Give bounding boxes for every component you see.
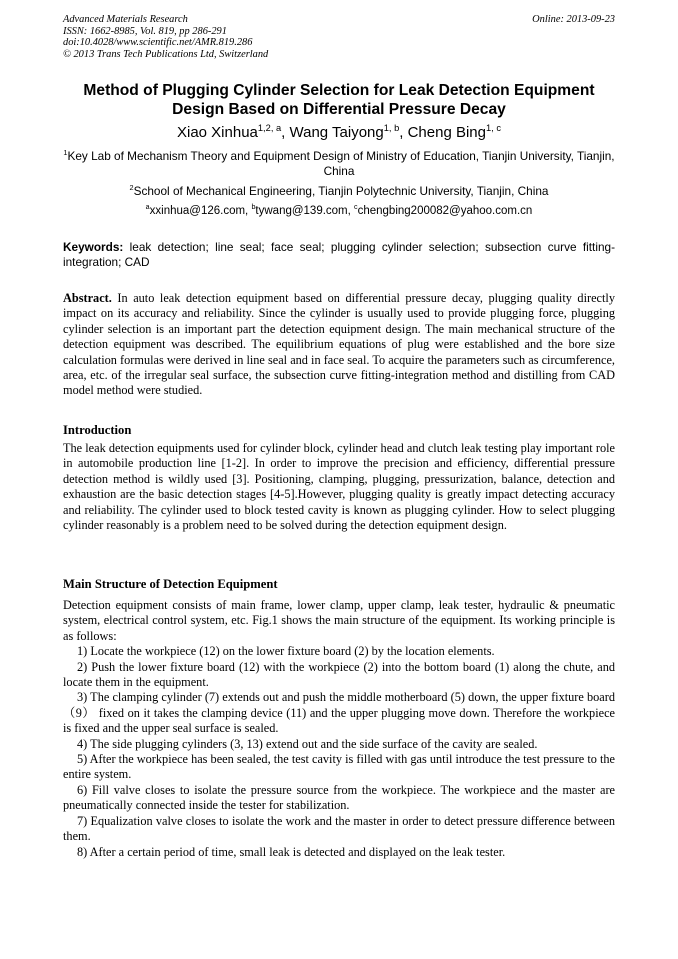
author-superscript: 1,2, a — [257, 123, 282, 133]
main-structure-heading: Main Structure of Detection Equipment — [63, 577, 278, 591]
author-emails — [63, 204, 615, 219]
main-structure-body — [63, 598, 615, 860]
introduction-body: The leak detection equipments used for cylinder block, cylinder head and clutch leak testing play important role in automobile production line [1-2]. In order to improve the precision and efficiency, differential pressure detection method is wildly used [3]. Positioning, clamping, plugging, pressurization, balance, detection and exhaustion are the basic detection stages [4-5].However, plugging quality is greatly impact detecting accuracy and reliability. The cylinder used to block tested cavity is known as plugging cylinder. How to select plugging cylinder reasonably is a problem need to be solved during the detection equipment design. — [63, 441, 615, 533]
working-step: 2) Push the lower fixture board (12) with the workpiece (2) into the bottom board (1) along the chute, and locate them in the equipment. — [63, 659, 615, 690]
email-link[interactable]: chengbing200082@yahoo.com.cn — [357, 205, 533, 217]
working-step: 6) Fill valve closes to isolate the pressure source from the workpiece. The workpiece and the master are pneumatically connected inside the tester for stabilization. — [63, 782, 615, 813]
email-superscript: a — [145, 203, 150, 212]
online-date: Online: 2013-09-23 — [532, 14, 615, 25]
author-separator: , — [281, 124, 290, 141]
working-step: 8) After a certain period of time, small leak is detected and displayed on the leak tester. — [77, 844, 506, 859]
author-list — [63, 123, 615, 142]
author-separator: , — [399, 124, 408, 141]
journal-name: Advanced Materials Research — [63, 14, 188, 25]
author-superscript: 1, b — [383, 123, 400, 133]
abstract-block — [63, 291, 615, 399]
affiliation-1 — [63, 149, 615, 179]
affiliation-text: School of Mechanical Engineering, Tianjin Polytechnic University, Tianjin, China — [133, 184, 549, 198]
keywords-text: leak detection; line seal; face seal; plugging cylinder selection; subsection curve fitting-integration; CAD — [63, 240, 615, 269]
affiliation-text: Key Lab of Mechanism Theory and Equipment Design of Ministry of Education, Tianjin University, Tianjin, China — [67, 149, 615, 178]
author-name: Cheng Bing — [407, 124, 486, 141]
journal-doi: doi:10.4028/www.scientific.net/AMR.819.286 — [63, 37, 253, 49]
author-name: Xiao Xinhua — [176, 124, 258, 141]
email-link[interactable]: tywang@139.com, — [255, 205, 355, 217]
author-name: Wang Taiyong — [289, 124, 384, 141]
working-step: 4) The side plugging cylinders (3, 13) extend out and the side surface of the cavity are sealed. — [77, 736, 538, 751]
affiliation-2 — [63, 184, 615, 199]
journal-copyright: © 2013 Trans Tech Publications Ltd, Switzerland — [63, 48, 269, 60]
keywords-label: Keywords: — [63, 240, 124, 254]
working-step: 7) Equalization valve closes to isolate the work and the master in order to detect pressure difference between them. — [63, 813, 615, 844]
working-step: 3) The clamping cylinder (7) extends out and push the middle motherboard (5) down, the upper fixture board（9） fixed on it takes the clamping device (11) and the upper plugging move down. Therefore the workpiece is fixed and the upper seal surface is sealed. — [63, 690, 615, 736]
abstract-label: Abstract. — [63, 291, 112, 305]
email-superscript: c — [354, 203, 358, 212]
journal-issn: ISSN: 1662-8985, Vol. 819, pp 286-291 — [63, 25, 227, 37]
affiliation-superscript: 1 — [63, 148, 68, 158]
abstract-text: In auto leak detection equipment based on differential pressure decay, plugging quality directly impact on its accuracy and reliability. Since the cylinder is usually used to provide plugging force, plugging cylinder selection is an important part the detection equipment design. The main mechanical structure of the detection equipment was described. The equilibrium equations of plug were established and the bore size calculation formulas were derived in line seal and in face seal. To acquire the parameters such as circumference, area, etc. of the irregular seal surface, the subsection curve fitting-integration method and distilling from CAD model method were studied. — [63, 291, 615, 398]
paper-title: Method of Plugging Cylinder Selection for Leak Detection Equipment Design Based on Differential Pressure Decay — [83, 82, 595, 118]
working-step: 1) Locate the workpiece (12) on the lower fixture board (2) by the location elements. — [77, 644, 495, 659]
email-link[interactable]: xxinhua@126.com, — [149, 205, 252, 217]
working-step: 5) After the workpiece has been sealed, the test cavity is filled with gas until introduce the test pressure to the entire system. — [63, 752, 615, 782]
journal-header — [63, 14, 615, 60]
affiliation-superscript: 2 — [129, 183, 134, 193]
author-superscript: 1, c — [486, 123, 501, 133]
email-superscript: b — [251, 203, 256, 212]
keywords-block — [63, 240, 615, 270]
main-structure-intro: Detection equipment consists of main frame, lower clamp, upper clamp, leak tester, hydraulic & pneumatic system, electrical control system, etc. Fig.1 shows the main structure of the equipment. Its working principle is as follows: — [63, 598, 615, 643]
introduction-heading: Introduction — [63, 423, 132, 437]
